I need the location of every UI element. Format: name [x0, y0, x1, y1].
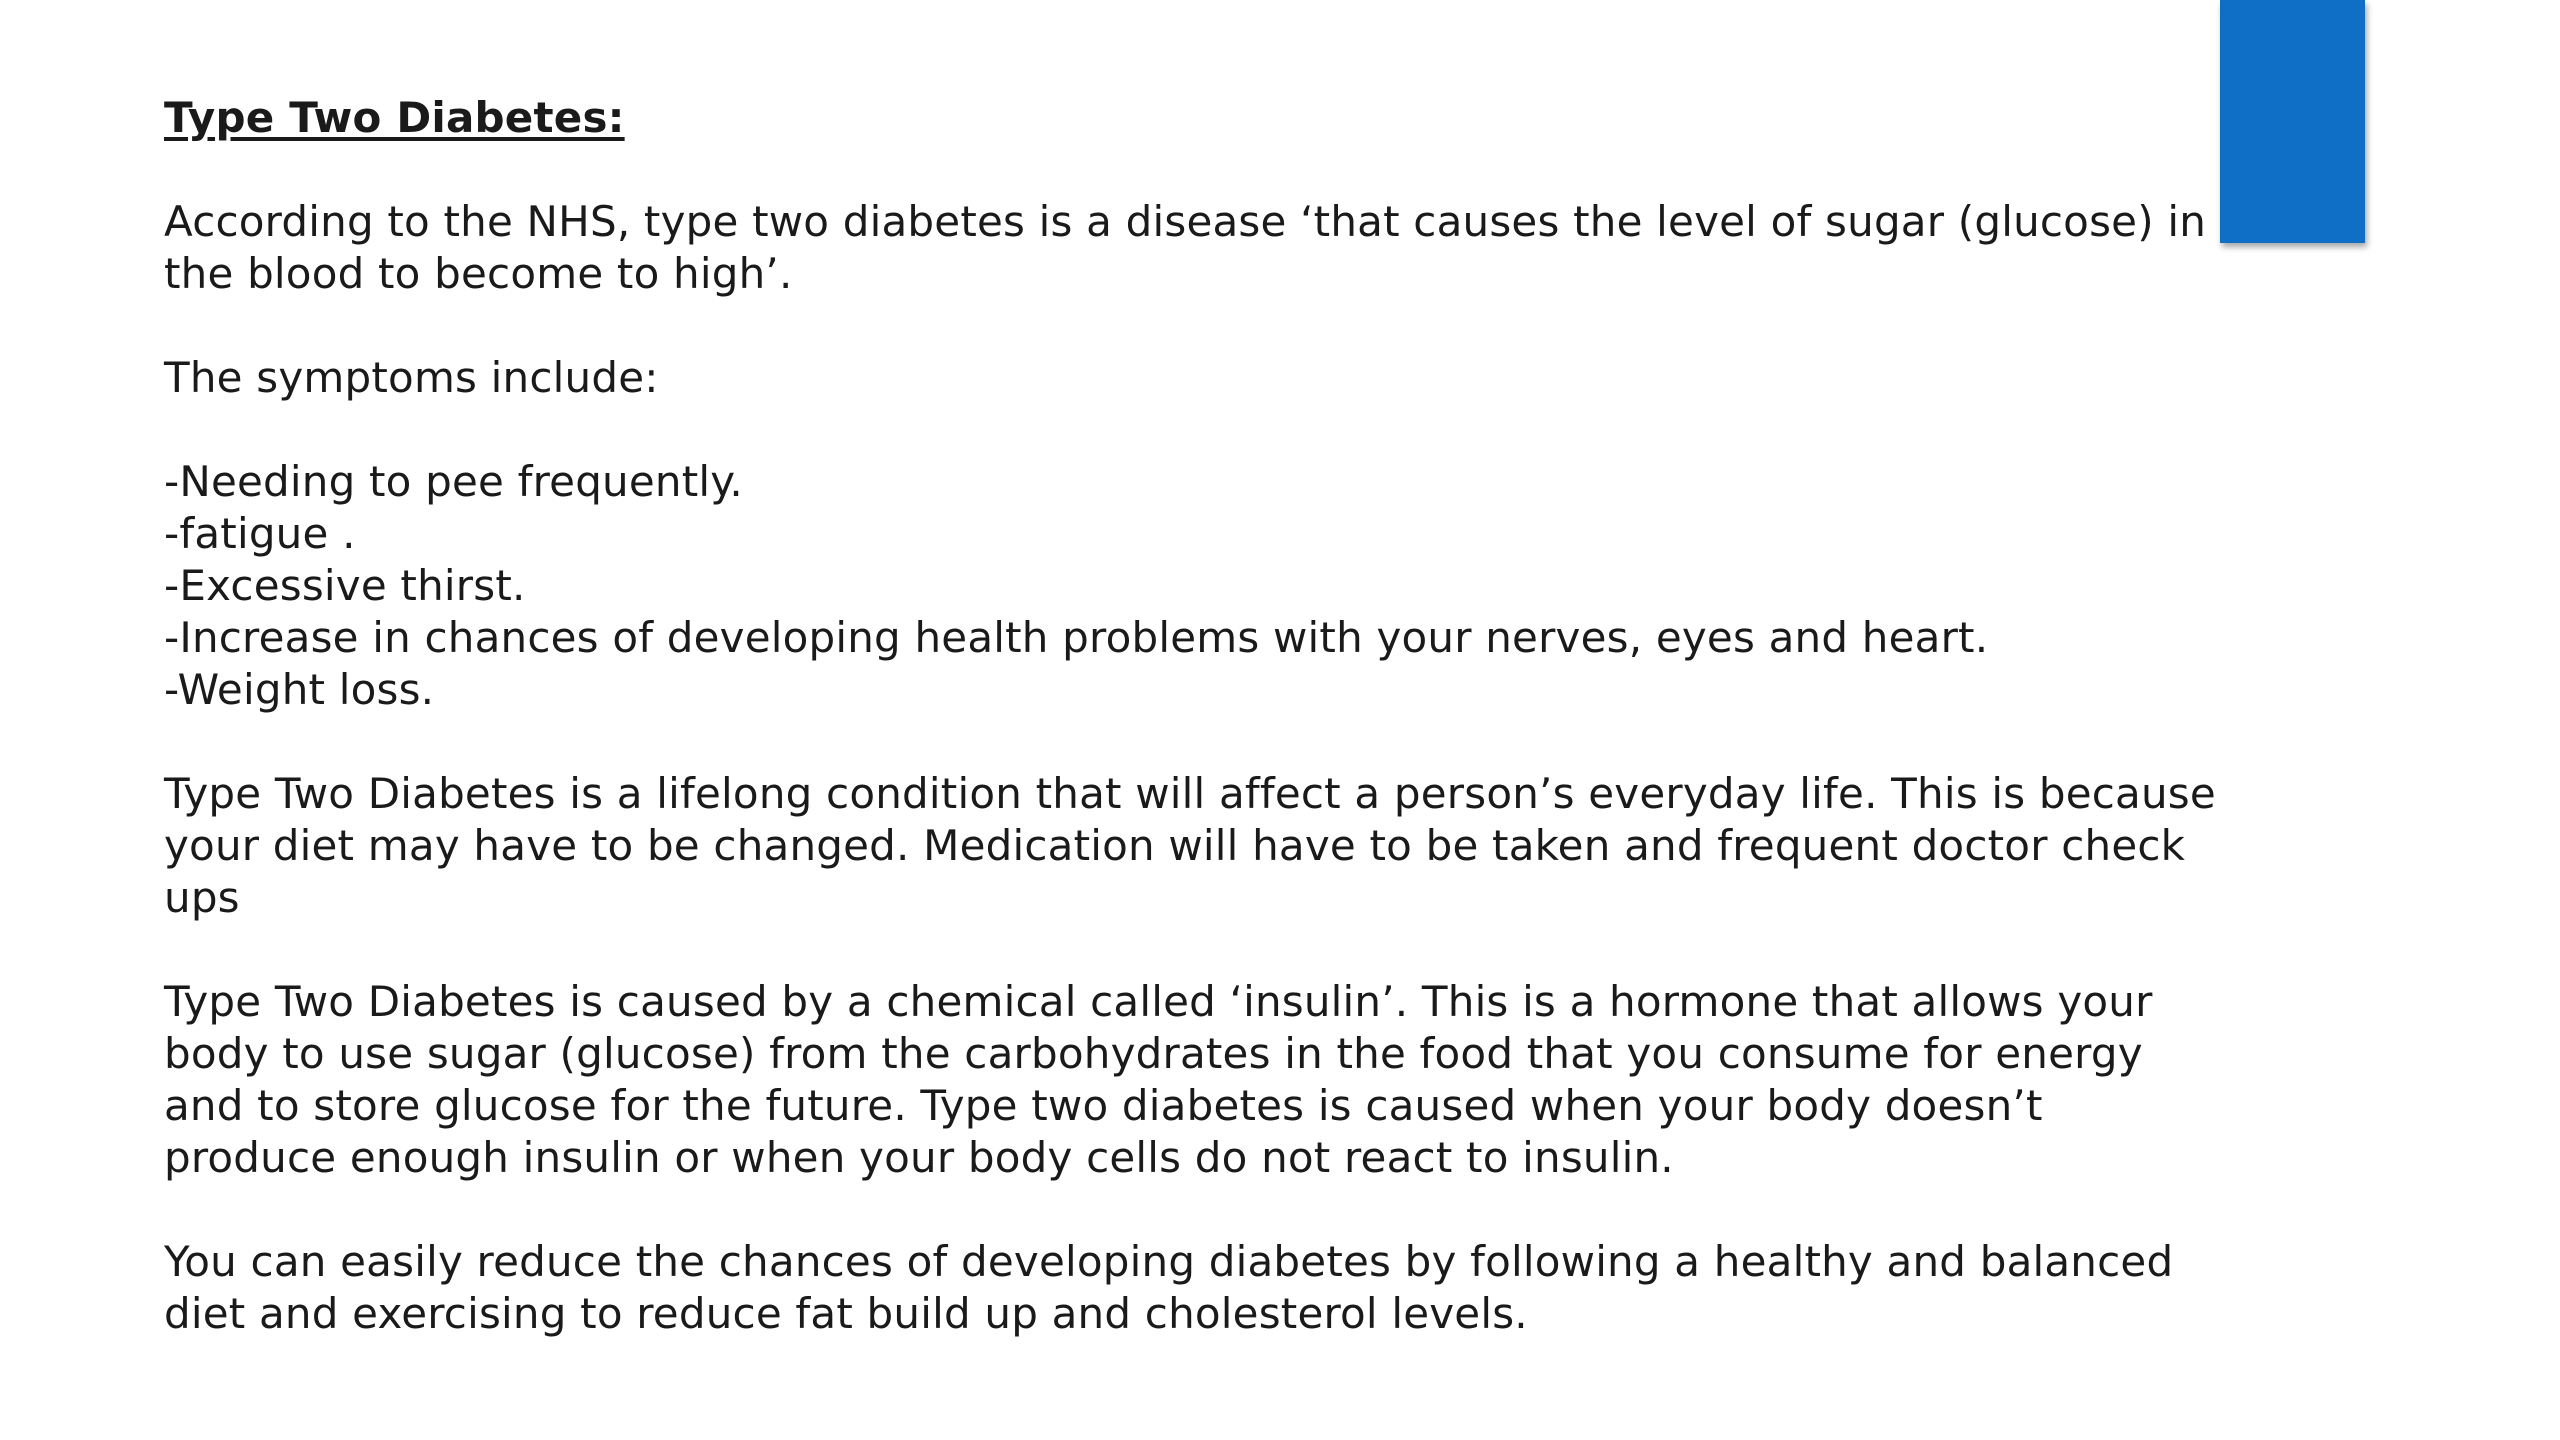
intro-paragraph: According to the NHS, type two diabetes is a disease ‘that causes the level of sugar (glucose) in the blood to become to high’. — [164, 197, 2207, 298]
list-item: -fatigue . — [164, 509, 356, 558]
lifelong-paragraph: Type Two Diabetes is a lifelong condition that will affect a person’s everyday life. This is because your diet may have to be changed. Medication will have to be taken and frequent doctor check ups — [164, 769, 2216, 922]
list-item: -Excessive thirst. — [164, 561, 526, 610]
slide-content — [164, 92, 2224, 1392]
slide-title: Type Two Diabetes: — [164, 93, 625, 142]
insulin-paragraph: Type Two Diabetes is caused by a chemical called ‘insulin’. This is a hormone that allows your body to use sugar (glucose) from the carbohydrates in the food that you consume for energy and to store glucose for the future. Type two diabetes is caused when your body doesn’t produce enough insulin or when your body cells do not react to insulin. — [164, 977, 2153, 1182]
list-item: -Increase in chances of developing health problems with your nerves, eyes and heart. — [164, 613, 1989, 662]
symptoms-heading: The symptoms include: — [164, 353, 659, 402]
list-item: -Needing to pee frequently. — [164, 457, 743, 506]
prevention-paragraph: You can easily reduce the chances of developing diabetes by following a healthy and balanced diet and exercising to reduce fat build up and cholesterol levels. — [164, 1237, 2174, 1338]
list-item: -Weight loss. — [164, 665, 435, 714]
accent-bar — [2220, 0, 2365, 243]
symptoms-list — [164, 456, 2224, 716]
